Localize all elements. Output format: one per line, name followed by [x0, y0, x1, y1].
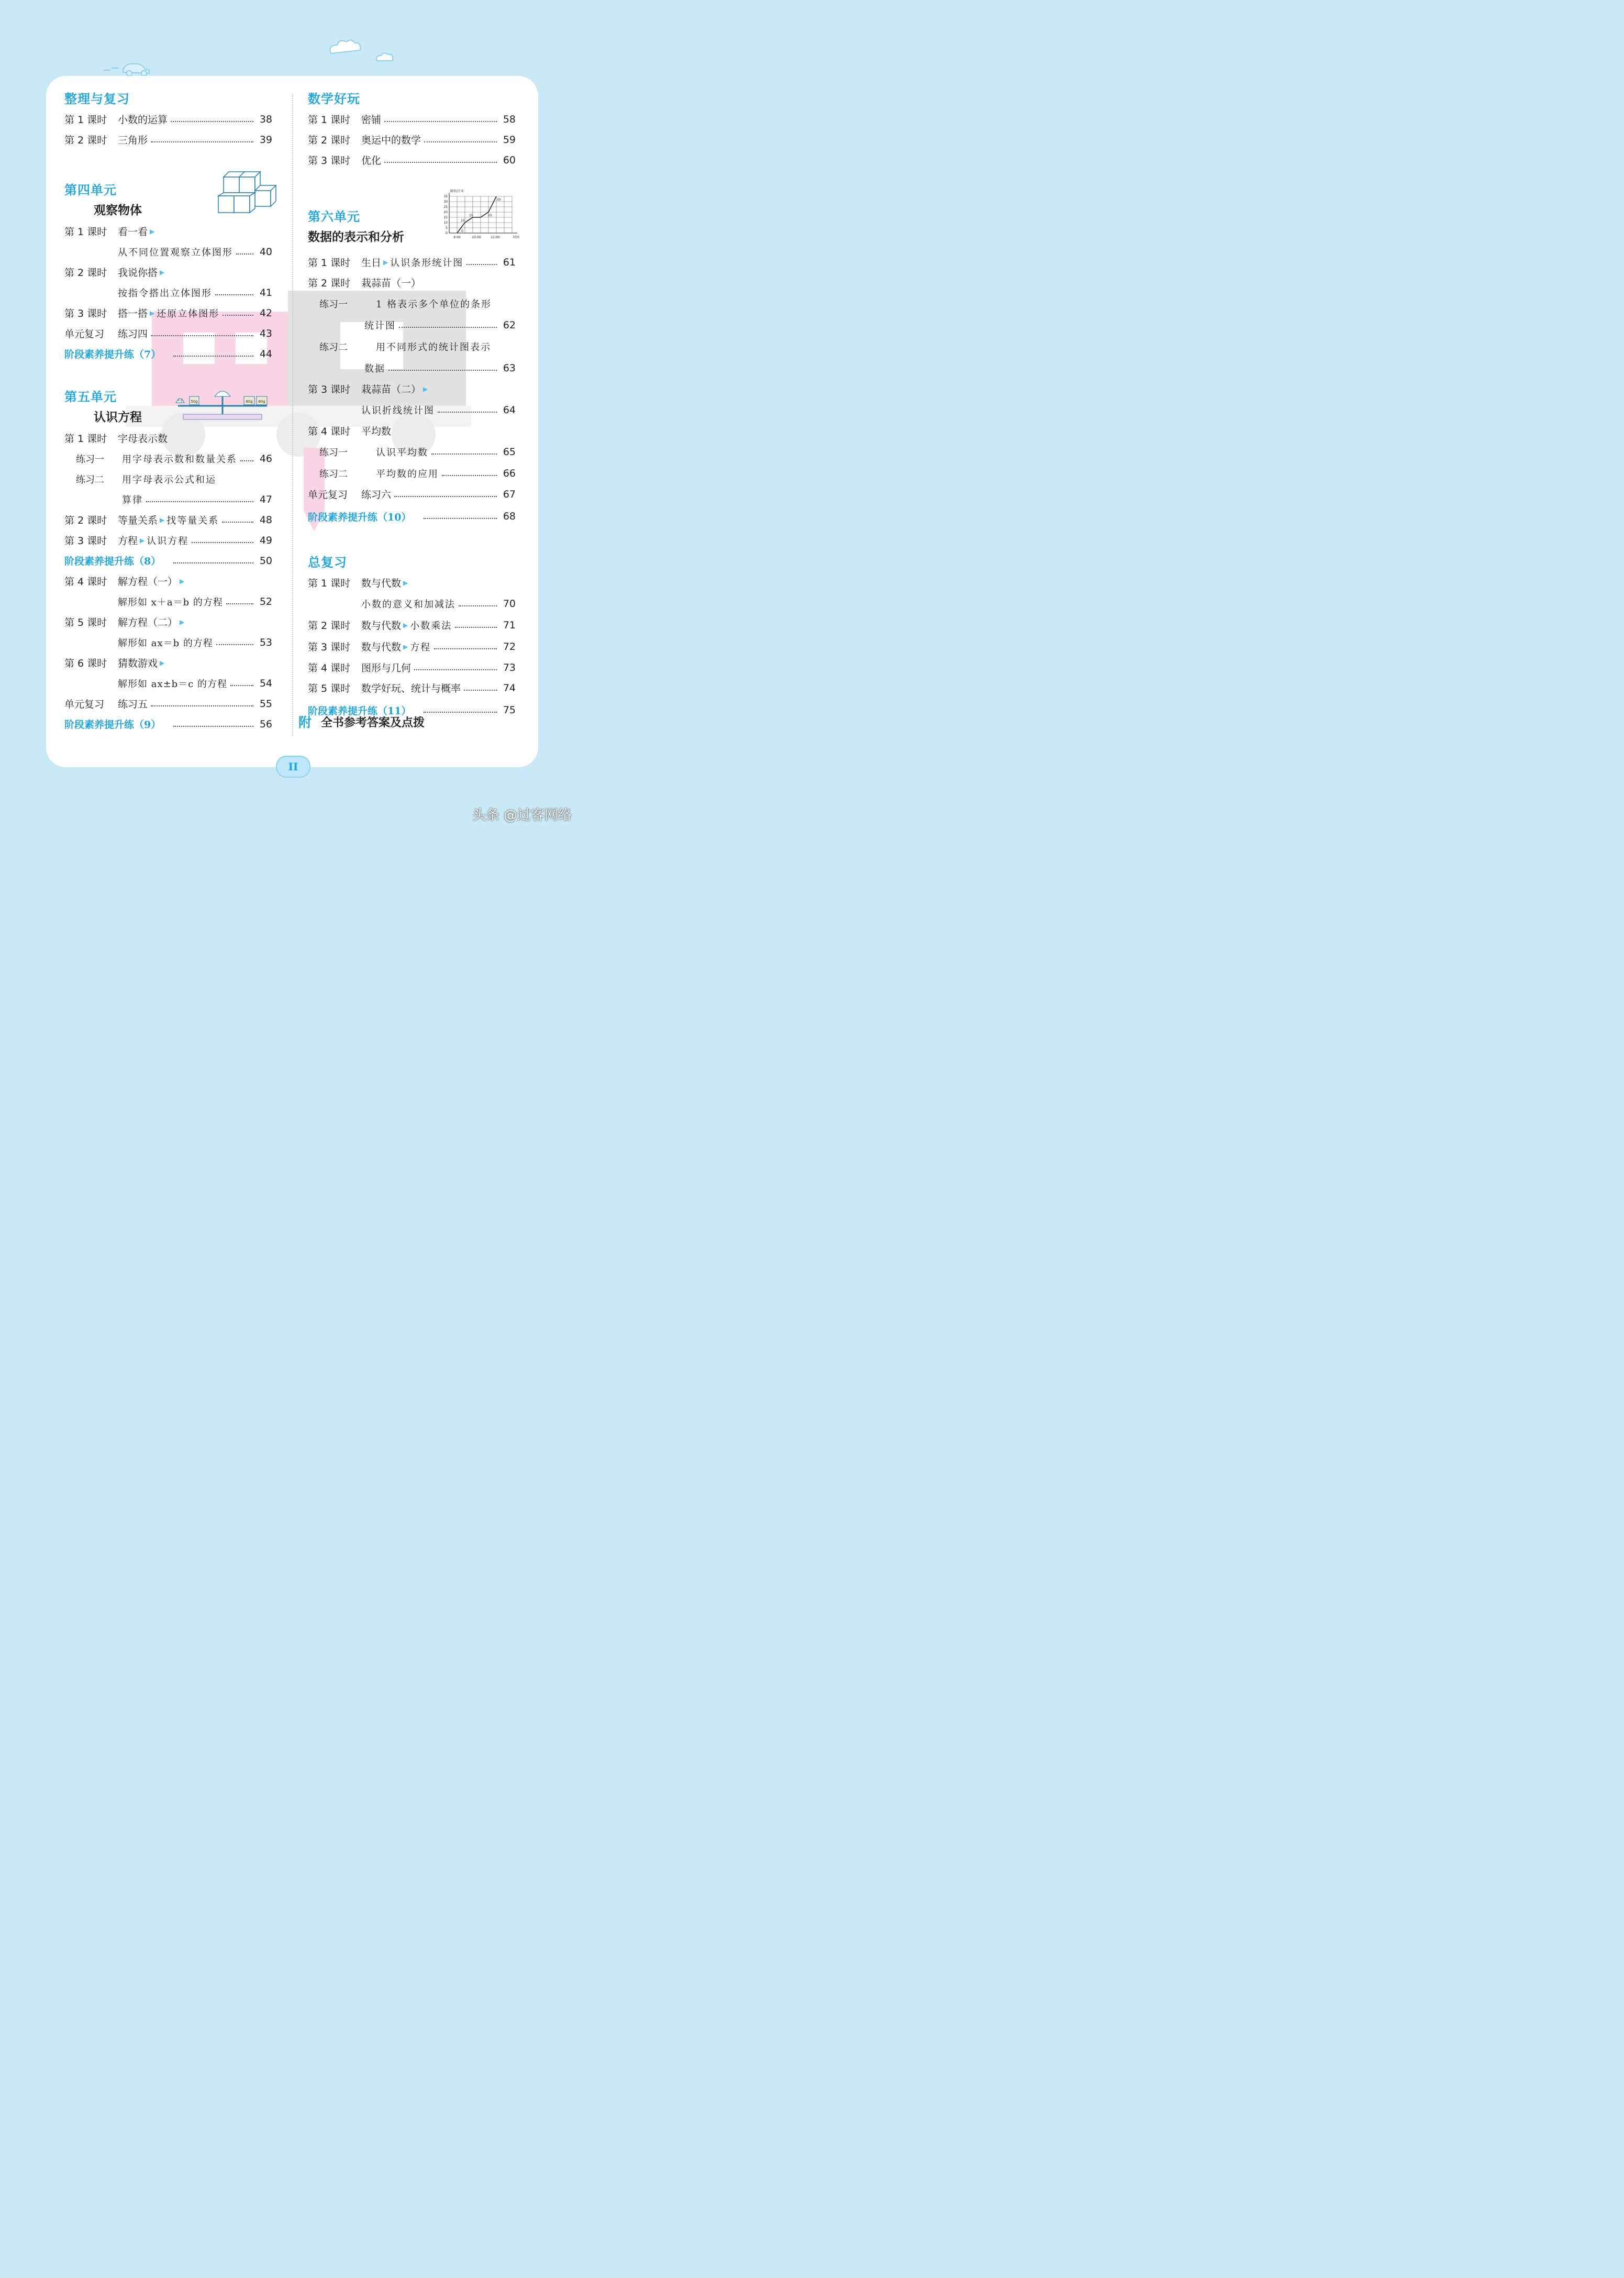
- topic-text: 图形与几何: [361, 662, 411, 674]
- topic-text: 解方程（一）: [118, 576, 178, 588]
- topic-text: 解方程（二）: [118, 617, 178, 628]
- arrow-right-icon: ▶: [140, 536, 145, 544]
- arrow-right-icon: ▶: [150, 227, 155, 235]
- mini-chart-xlabel: 时间: [513, 236, 520, 239]
- unit6-subtitle: 数据的表示和分析: [308, 230, 404, 244]
- leader-dots: [424, 518, 497, 519]
- y-tick-label: 5: [446, 226, 448, 230]
- point-label: 30: [497, 198, 501, 202]
- toc-row[interactable]: [64, 221, 272, 241]
- appendix-entry[interactable]: [298, 712, 425, 731]
- leader-dots: [192, 542, 253, 543]
- toc-row[interactable]: [64, 469, 272, 489]
- page-number: 58: [503, 113, 516, 125]
- page-number: 52: [259, 595, 272, 607]
- topic-text: 生日: [361, 257, 382, 269]
- lesson-label: 第 3 课时: [64, 308, 107, 319]
- toc-row[interactable]: [64, 693, 272, 714]
- toc-row[interactable]: [64, 129, 272, 150]
- right-column: [308, 89, 516, 722]
- topic-text: 密铺: [361, 114, 382, 126]
- topic-text: 优化: [361, 155, 382, 167]
- toc-row[interactable]: [308, 614, 516, 636]
- page-number: 75: [503, 704, 516, 716]
- lesson-label: 第 3 课时: [308, 384, 351, 395]
- lesson-label: 第 1 课时: [64, 114, 107, 126]
- lesson-label: 第 1 课时: [64, 433, 107, 445]
- y-tick-label: 35: [443, 195, 448, 198]
- leader-dots: [173, 562, 253, 563]
- toc-row[interactable]: [308, 462, 516, 484]
- topic-text: 奥运中的数学: [361, 135, 421, 146]
- toc-row-stage[interactable]: [64, 344, 272, 364]
- page-number: 56: [259, 718, 272, 730]
- y-tick-label: 25: [443, 205, 448, 209]
- page-number: 62: [503, 319, 516, 331]
- toc-row[interactable]: [64, 673, 272, 693]
- leader-dots: [455, 627, 497, 628]
- page-number: 72: [503, 640, 516, 653]
- page-number: 41: [259, 286, 272, 298]
- leader-dots: [442, 475, 497, 476]
- lesson-label: 第 2 课时: [64, 135, 107, 146]
- topic-text: 等量关系: [118, 515, 158, 526]
- toc-row[interactable]: [64, 632, 272, 653]
- lesson-label: 第 1 课时: [308, 578, 351, 589]
- stage-practice-title: 阶段素养提升练（10）: [308, 511, 411, 523]
- y-tick-label: 10: [443, 221, 448, 225]
- lesson-label: 第 4 课时: [308, 662, 351, 674]
- topic-text: 字母表示数: [118, 433, 168, 445]
- exercise-label: 练习一: [319, 298, 348, 310]
- page-number: 50: [259, 555, 272, 567]
- topic-text: 按指令搭出立体图形: [118, 287, 212, 299]
- page-number: 39: [259, 134, 272, 146]
- page-number: 40: [259, 246, 272, 258]
- exercise-label: 练习一: [319, 447, 348, 458]
- lesson-label: 单元复习: [308, 489, 348, 501]
- topic-text: 我说你搭: [118, 267, 158, 279]
- leader-dots: [151, 335, 253, 336]
- lesson-label: 第 2 课时: [64, 267, 107, 279]
- section-title-unit4: 第四单元: [64, 183, 117, 197]
- stage-practice-title: 阶段素养提升练（7）: [64, 349, 161, 360]
- toc-row[interactable]: [64, 109, 272, 129]
- leader-dots: [399, 327, 497, 328]
- leader-dots: [216, 644, 253, 645]
- section-title-unit6: 第六单元: [308, 209, 360, 224]
- toc-row[interactable]: [64, 303, 272, 323]
- leader-dots: [438, 412, 497, 413]
- page-number: 44: [259, 348, 272, 360]
- topic-text-2: 还原立体图形: [157, 308, 220, 319]
- lesson-label: 第 5 课时: [64, 617, 107, 628]
- leader-dots: [424, 141, 497, 142]
- topic-text: 解形如 ax±b＝c 的方程: [118, 678, 228, 690]
- page-number: 42: [259, 307, 272, 319]
- page-number: 68: [503, 511, 516, 522]
- point-label: 10: [461, 219, 465, 223]
- topic-text: 三角形: [118, 135, 148, 146]
- topic-text-2: 方程: [410, 642, 431, 653]
- arrow-right-icon: ▶: [160, 268, 165, 276]
- leader-dots: [431, 454, 497, 455]
- appendix-title: 全书参考答案及点拨: [321, 716, 425, 729]
- leader-dots: [215, 294, 253, 295]
- toc-row[interactable]: [308, 678, 516, 698]
- topic-text: 方程: [118, 535, 138, 547]
- toc-row[interactable]: [64, 323, 272, 344]
- toc-row[interactable]: [308, 357, 516, 379]
- lesson-label: 单元复习: [64, 328, 105, 340]
- section-title-math-fun: 数学好玩: [308, 92, 360, 106]
- topic-text: 从不同位置观察立体图形: [118, 247, 233, 258]
- page-number: 59: [503, 134, 516, 146]
- leader-dots: [434, 648, 497, 649]
- leader-dots: [459, 605, 497, 606]
- page-number: 67: [503, 488, 516, 500]
- arrow-right-icon: ▶: [423, 385, 428, 393]
- toc-row[interactable]: [64, 653, 272, 673]
- scale-label: 50g: [191, 400, 198, 404]
- lesson-label: 第 5 课时: [308, 683, 351, 694]
- leader-dots: [384, 162, 497, 163]
- x-tick-label: 9:00: [453, 236, 461, 239]
- y-tick-label: 0: [446, 231, 448, 235]
- page-number: 66: [503, 467, 516, 479]
- point-label: 15: [469, 214, 473, 217]
- page-number: 65: [503, 446, 516, 458]
- topic-text: 统计图: [364, 320, 396, 331]
- arrow-right-icon: ▶: [180, 577, 185, 585]
- topic-text: 猜数游戏: [118, 658, 158, 669]
- toc-row[interactable]: [308, 484, 516, 504]
- leader-dots: [414, 669, 497, 670]
- exercise-label: 练习二: [319, 468, 348, 480]
- topic-text: 平均数的应用: [376, 468, 439, 480]
- scale-label: 80g: [246, 400, 253, 404]
- leader-dots: [464, 690, 497, 691]
- section-title-review: 整理与复习: [64, 92, 130, 106]
- page-number: 49: [259, 534, 272, 546]
- arrow-right-icon: ▶: [180, 618, 185, 626]
- leader-dots: [388, 370, 497, 371]
- topic-text: 小数的运算: [118, 114, 168, 126]
- lesson-label: 第 2 课时: [64, 515, 107, 526]
- toc-row[interactable]: [308, 314, 516, 336]
- lesson-label: 第 3 课时: [64, 535, 107, 547]
- column-divider: [292, 94, 294, 736]
- lesson-label: 第 1 课时: [64, 226, 107, 238]
- toc-row-stage[interactable]: [64, 714, 272, 734]
- toc-row[interactable]: [308, 336, 516, 357]
- topic-text: 数学好玩、统计与概率: [361, 683, 461, 694]
- page-number-badge: II: [276, 756, 310, 778]
- topic-text: 看一看: [118, 226, 148, 238]
- toc-row[interactable]: [64, 510, 272, 530]
- page-number: 46: [259, 452, 272, 465]
- cloud-decoration: [325, 37, 403, 68]
- page-number: 53: [259, 636, 272, 648]
- toc-row[interactable]: [308, 572, 516, 593]
- leader-dots: [171, 121, 253, 122]
- toc-row[interactable]: [308, 272, 516, 293]
- toc-row[interactable]: [64, 530, 272, 550]
- stage-practice-title: 阶段素养提升练（8）: [64, 556, 161, 567]
- topic-text-2: 认识条形统计图: [390, 257, 464, 269]
- exercise-label: 练习一: [76, 454, 104, 465]
- lesson-label: 第 1 课时: [308, 114, 351, 126]
- page-number: 38: [259, 113, 272, 125]
- arrow-right-icon: ▶: [403, 579, 408, 587]
- toc-row[interactable]: [64, 241, 272, 262]
- toc-row[interactable]: [64, 591, 272, 612]
- arrow-right-icon: ▶: [160, 516, 165, 524]
- toc-row[interactable]: [64, 262, 272, 282]
- toc-row[interactable]: [64, 282, 272, 303]
- topic-text: 数与代数: [361, 642, 402, 653]
- arrow-right-icon: ▶: [403, 643, 408, 650]
- page-number: 73: [503, 661, 516, 673]
- point-label: 0: [461, 229, 463, 233]
- lesson-label: 第 2 课时: [308, 278, 351, 289]
- toc-row[interactable]: [308, 441, 516, 462]
- exercise-label: 练习二: [319, 341, 348, 353]
- page-number: 63: [503, 362, 516, 374]
- page-number: 70: [503, 598, 516, 610]
- leader-dots: [424, 712, 497, 713]
- unit5-subtitle: 认识方程: [94, 411, 142, 424]
- topic-text: 数与代数: [361, 578, 402, 589]
- page-number: 61: [503, 256, 516, 268]
- point-label: 15: [488, 214, 492, 217]
- topic-text: 小数的意义和加减法: [361, 599, 455, 610]
- toc-row[interactable]: [308, 593, 516, 614]
- leader-dots: [466, 264, 497, 265]
- toc-row[interactable]: [64, 612, 272, 632]
- page-number: 48: [259, 514, 272, 526]
- toc-row[interactable]: [64, 571, 272, 591]
- toc-row-stage[interactable]: [64, 550, 272, 571]
- topic-text: 认识平均数: [376, 447, 428, 458]
- topic-text-2: 找等量关系: [166, 515, 219, 526]
- leader-dots: [226, 603, 253, 604]
- leader-dots: [173, 356, 253, 357]
- toc-row[interactable]: [308, 293, 516, 314]
- topic-text: 用字母表示公式和运: [122, 474, 216, 485]
- page-number: 74: [503, 682, 516, 694]
- mini-chart-ylabel: 路程/千米: [450, 190, 464, 193]
- leader-dots: [236, 253, 253, 255]
- section-title-unit5: 第五单元: [64, 390, 117, 404]
- cubes-illustration: [217, 169, 279, 216]
- leader-dots: [230, 685, 253, 686]
- leader-dots: [146, 501, 253, 502]
- exercise-label: 练习二: [76, 474, 104, 485]
- leader-dots: [173, 726, 253, 727]
- unit4-subtitle: 观察物体: [94, 204, 142, 217]
- lesson-label: 第 1 课时: [308, 257, 351, 269]
- leader-dots: [151, 705, 253, 706]
- toc-row[interactable]: [308, 129, 516, 150]
- topic-text: 数与代数: [361, 620, 402, 632]
- section-title-general-review: 总复习: [308, 555, 347, 570]
- lesson-label: 第 2 课时: [308, 620, 351, 632]
- arrow-right-icon: ▶: [150, 309, 155, 317]
- topic-text: 数据: [364, 363, 385, 374]
- topic-text: 练习四: [118, 328, 148, 340]
- page-number: 55: [259, 698, 272, 710]
- toc-row[interactable]: [308, 636, 516, 657]
- arrow-right-icon: ▶: [160, 659, 165, 667]
- toc-row[interactable]: [308, 421, 516, 441]
- topic-text: 练习五: [118, 699, 148, 710]
- toc-row[interactable]: [308, 657, 516, 678]
- leader-dots: [151, 141, 253, 142]
- toc-row[interactable]: [64, 448, 272, 469]
- appendix-mark: 附: [298, 715, 312, 730]
- toc-row[interactable]: [64, 489, 272, 510]
- toc-row[interactable]: [308, 379, 516, 399]
- leader-dots: [384, 121, 497, 122]
- y-tick-label: 20: [443, 211, 448, 214]
- toc-row[interactable]: [308, 252, 516, 272]
- x-tick-label: 11:00: [491, 236, 500, 239]
- lesson-label: 第 4 课时: [64, 576, 107, 588]
- topic-text: 解形如 ax＝b 的方程: [118, 637, 213, 649]
- leader-dots: [223, 315, 253, 316]
- topic-text: 用不同形式的统计图表示: [376, 341, 491, 353]
- lesson-label: 第 2 课时: [308, 135, 351, 146]
- y-tick-label: 15: [443, 216, 448, 219]
- topic-text-2: 小数乘法: [410, 620, 452, 632]
- page-number: 64: [503, 404, 516, 416]
- toc-row[interactable]: [308, 399, 516, 421]
- lesson-label: 第 3 课时: [308, 155, 351, 167]
- arrow-right-icon: ▶: [383, 258, 388, 266]
- leader-dots: [394, 496, 497, 497]
- page-number: 54: [259, 677, 272, 689]
- x-tick-label: 10:00: [472, 236, 481, 239]
- topic-text: 用字母表示数和数量关系: [122, 454, 237, 465]
- topic-text: 栽蒜苗（一）: [361, 278, 421, 289]
- topic-text: 平均数: [361, 426, 392, 437]
- topic-text: 认识折线统计图: [361, 405, 435, 416]
- arrow-right-icon: ▶: [403, 621, 408, 629]
- lesson-label: 第 3 课时: [308, 642, 351, 653]
- toc-row[interactable]: [308, 150, 516, 170]
- lesson-label: 单元复习: [64, 699, 105, 710]
- y-tick-label: 30: [443, 200, 448, 204]
- topic-text: 1 格表示多个单位的条形: [376, 298, 492, 310]
- topic-text: 算律: [122, 494, 143, 506]
- page-number: 47: [259, 493, 272, 505]
- page-number: 60: [503, 154, 516, 166]
- page-number: 71: [503, 619, 516, 631]
- topic-text: 解形如 x＋a＝b 的方程: [118, 596, 223, 608]
- footer-watermark: 头条 @过客网络: [472, 808, 572, 823]
- topic-text: 栽蒜苗（二）: [361, 384, 421, 395]
- stage-practice-title: 阶段素养提升练（9）: [64, 719, 161, 731]
- toc-row-stage[interactable]: [308, 504, 516, 528]
- toc-row[interactable]: [64, 428, 272, 448]
- page-number: 43: [259, 327, 272, 339]
- lesson-label: 第 4 课时: [308, 426, 351, 437]
- toc-row[interactable]: [308, 109, 516, 129]
- leader-dots: [240, 460, 253, 461]
- scale-label: x g: [177, 399, 183, 402]
- topic-text: 搭一搭: [118, 308, 148, 319]
- stage-practice-title: 阶段素养提升练（11）: [308, 705, 411, 717]
- leader-dots: [222, 522, 253, 523]
- topic-text-2: 认识方程: [147, 535, 189, 547]
- balance-scale-illustration: [173, 385, 272, 422]
- topic-text: 练习六: [361, 489, 392, 501]
- lesson-label: 第 6 课时: [64, 658, 107, 669]
- mini-line-chart: [439, 189, 522, 241]
- scale-label: 80g: [258, 400, 265, 404]
